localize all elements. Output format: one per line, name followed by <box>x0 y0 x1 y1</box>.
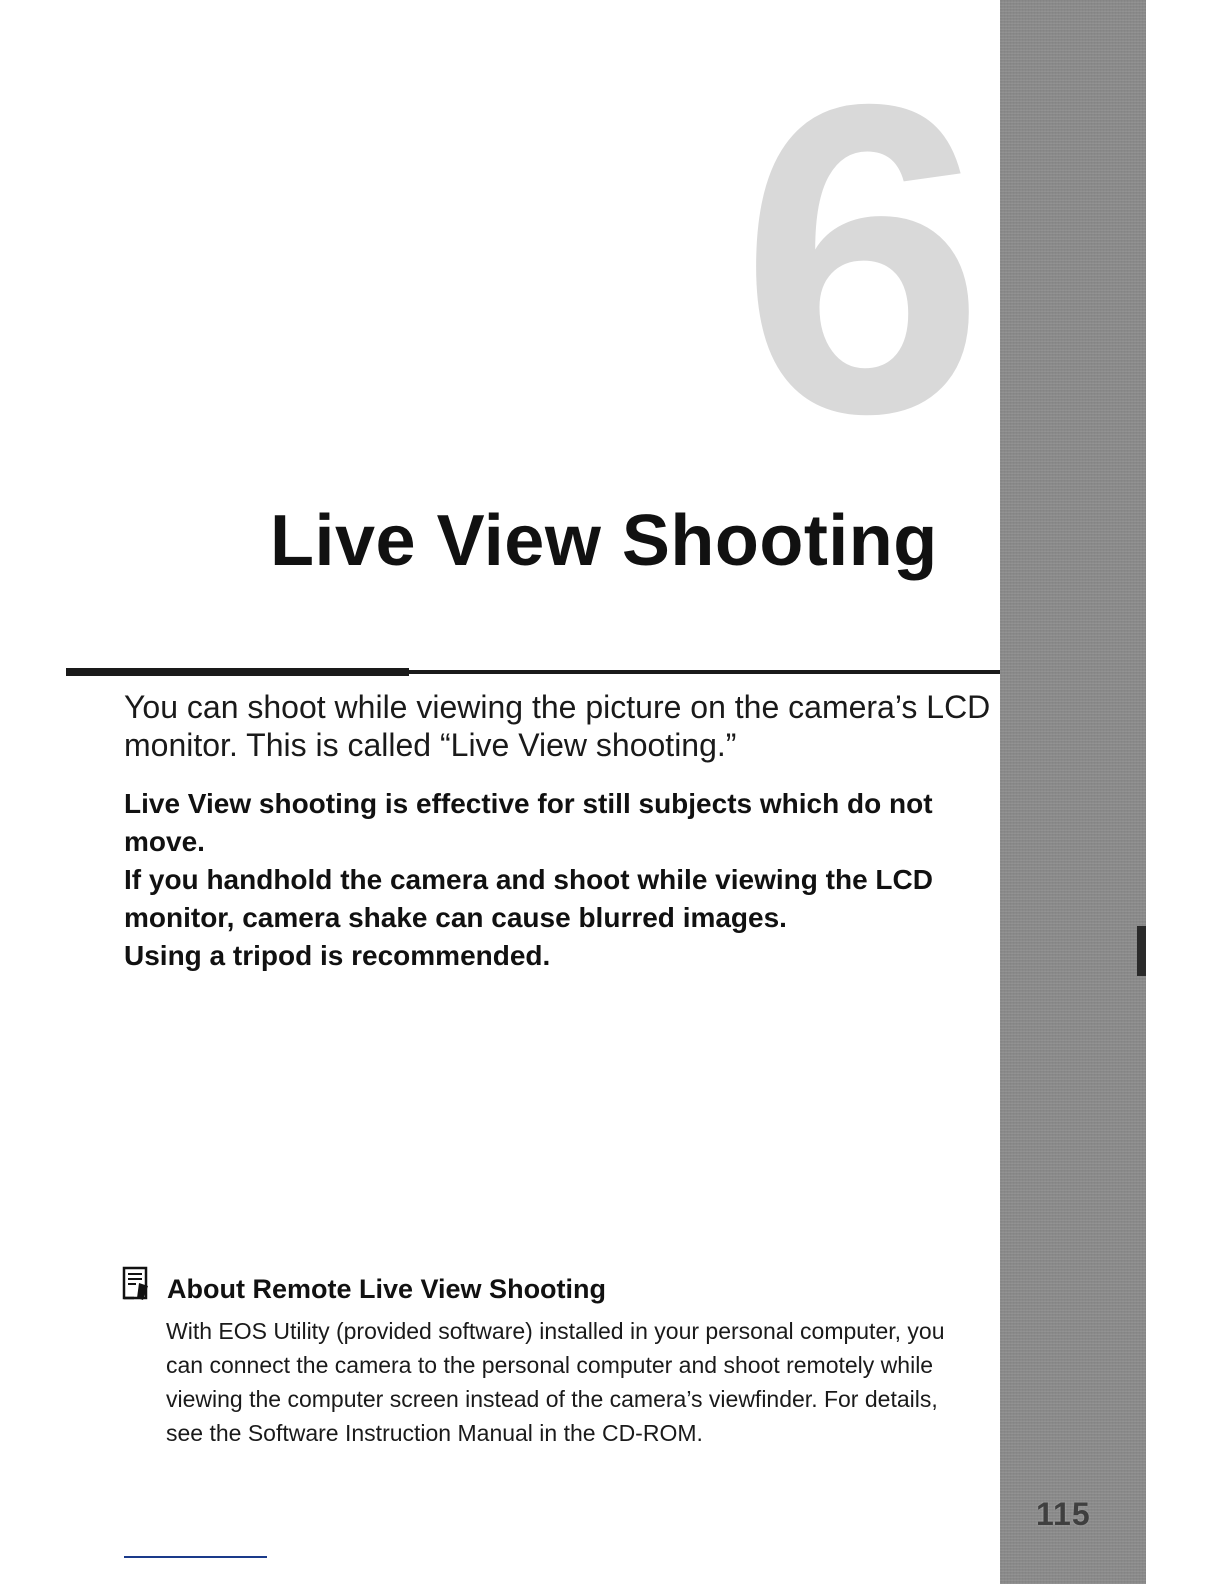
note-heading: About Remote Live View Shooting <box>167 1274 607 1304</box>
chapter-title: Live View Shooting <box>270 501 938 581</box>
emphasis-line: If you handhold the camera and shoot while viewing the LCD monitor, camera shake can cause blurred images. <box>124 864 933 933</box>
intro-paragraph: You can shoot while viewing the picture on the camera’s LCD monitor. This is called “Live View shooting.” <box>124 689 991 763</box>
emphasis-line: Live View shooting is effective for still subjects which do not move. <box>124 788 933 857</box>
emphasis-line: Using a tripod is recommended. <box>124 940 551 971</box>
chapter-side-band <box>1000 0 1146 1584</box>
chapter-tab-marker <box>1137 926 1146 976</box>
notepad-icon <box>122 1266 152 1302</box>
title-rule-thin <box>409 670 1000 674</box>
page-number: 115 <box>1036 1496 1091 1532</box>
footnote-rule <box>124 1556 267 1558</box>
chapter-number: 6 <box>740 14 985 505</box>
note-body: With EOS Utility (provided software) installed in your personal computer, you can connect the camera to the personal computer and shoot remotely while viewing the computer screen instead of the camera’s viewfinder. For details, see the Software Instruction Manual in the CD-ROM. <box>166 1318 945 1446</box>
title-rule-thick <box>66 668 409 676</box>
emphasis-block <box>124 785 994 975</box>
